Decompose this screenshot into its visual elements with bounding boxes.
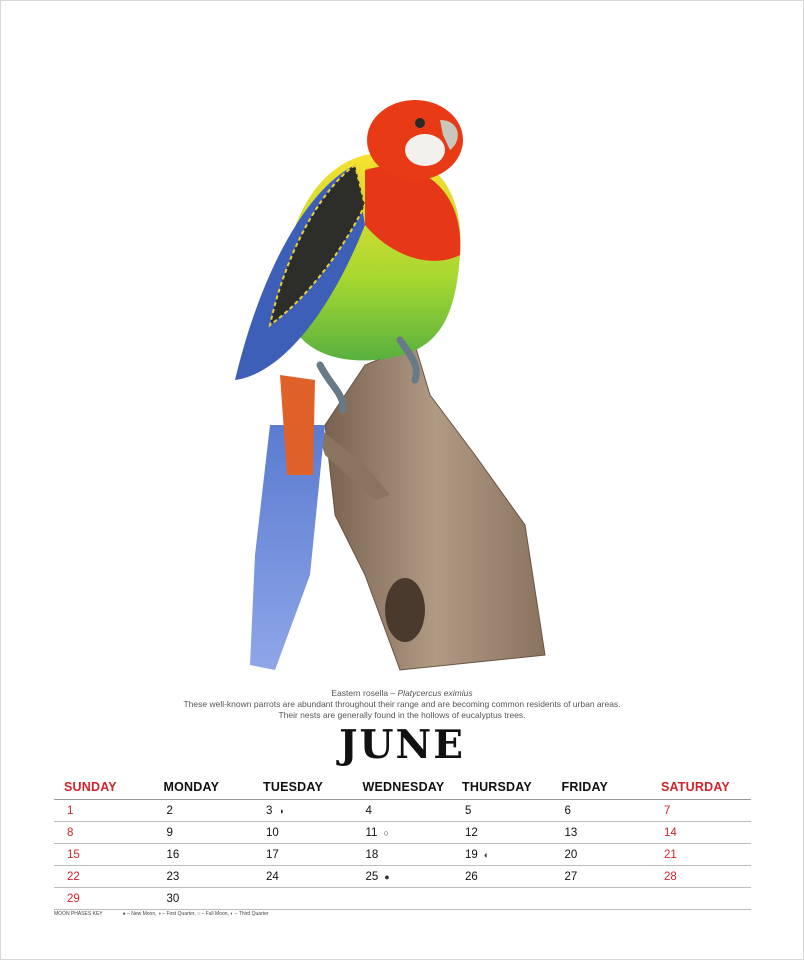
day-cell <box>651 871 751 883</box>
day-cell <box>452 849 552 861</box>
day-number: 18 <box>365 848 379 861</box>
week-row <box>54 866 751 888</box>
day-cell <box>452 805 552 817</box>
day-number: 10 <box>266 826 279 839</box>
moon-phases-key <box>54 911 754 917</box>
day-number: 21 <box>664 848 677 861</box>
moon-key-title: MOON PHASES KEY <box>54 911 103 917</box>
day-cell <box>552 849 652 861</box>
day-number: 12 <box>465 826 478 839</box>
weekday-friday: FRIDAY <box>561 780 609 794</box>
day-cell <box>452 827 552 839</box>
day-number: 26 <box>465 870 478 883</box>
day-number: 24 <box>266 870 279 883</box>
day-cell <box>353 849 453 861</box>
week-row <box>54 844 751 866</box>
day-number: 30 <box>166 892 180 905</box>
moon-phase-icon: ● <box>384 871 390 882</box>
weekday-sunday: SUNDAY <box>64 780 117 794</box>
day-number: 13 <box>564 826 578 839</box>
month-title: JUNE <box>339 722 465 768</box>
day-cell <box>651 805 751 817</box>
moon-phase-icon: ◐ <box>483 849 490 860</box>
day-cell <box>154 805 254 817</box>
day-cell <box>54 849 154 861</box>
weekday-tuesday: TUESDAY <box>263 780 323 794</box>
day-number: 4 <box>365 804 372 817</box>
day-number: 3 <box>266 804 273 817</box>
day-cell <box>651 827 751 839</box>
day-number: 25 <box>365 870 379 883</box>
day-cell <box>154 849 254 861</box>
weekday-header <box>54 775 751 800</box>
day-cell <box>54 827 154 839</box>
day-cell <box>154 893 254 905</box>
moon-phase-icon: ◑ <box>278 805 284 816</box>
day-cell <box>253 827 353 839</box>
day-number: 5 <box>465 804 472 817</box>
day-cell <box>452 871 552 883</box>
day-cell <box>552 827 652 839</box>
moon-phase-icon: ○ <box>383 827 389 838</box>
day-cell <box>253 849 353 861</box>
day-number: 19 <box>465 848 478 861</box>
day-cell <box>54 805 154 817</box>
weekday-saturday: SATURDAY <box>661 780 730 794</box>
day-number: 9 <box>166 826 173 839</box>
day-number: 14 <box>664 826 677 839</box>
day-number: 11 <box>365 826 378 839</box>
day-cell <box>154 827 254 839</box>
week-row <box>54 800 751 822</box>
day-cell <box>154 871 254 883</box>
day-cell <box>651 849 751 861</box>
bird-name: Eastern rosella – <box>331 688 398 698</box>
rosella-illustration <box>215 95 555 675</box>
day-number: 6 <box>564 804 571 817</box>
moon-key-text: ● – New Moon, ◑ – First Quarter, ○ – Full Moon, ◐ – Third Quarter <box>122 911 269 917</box>
day-number: 20 <box>564 848 578 861</box>
day-number: 2 <box>166 804 173 817</box>
weekday-wednesday: WEDNESDAY <box>362 780 445 794</box>
day-number: 27 <box>564 870 578 883</box>
caption-title-line <box>0 688 804 699</box>
day-cell <box>54 893 154 905</box>
day-number: 1 <box>67 804 74 817</box>
day-cell <box>253 871 353 883</box>
day-cell <box>353 827 453 839</box>
day-number: 29 <box>67 892 80 905</box>
caption-nest-line: Their nests are generally found in the hollows of eucalyptus trees. <box>278 710 526 720</box>
day-cell <box>353 805 453 817</box>
day-cell <box>54 871 154 883</box>
day-number: 7 <box>664 804 671 817</box>
day-number: 8 <box>67 826 74 839</box>
caption-description-line: These well-known parrots are abundant throughout their range and are becoming common residents of urban areas. <box>183 699 621 709</box>
day-number: 28 <box>664 870 677 883</box>
day-cell <box>552 805 652 817</box>
calendar-grid <box>54 775 751 910</box>
day-cell <box>253 805 353 817</box>
day-number: 15 <box>67 848 80 861</box>
caption <box>0 688 804 721</box>
day-number: 23 <box>166 870 180 883</box>
day-number: 16 <box>166 848 180 861</box>
day-number: 22 <box>67 870 80 883</box>
day-cell <box>552 871 652 883</box>
weekday-thursday: THURSDAY <box>462 780 532 794</box>
weekday-monday: MONDAY <box>163 780 220 794</box>
week-row <box>54 822 751 844</box>
weeks <box>54 800 751 910</box>
day-cell <box>353 871 453 883</box>
day-number: 17 <box>266 848 279 861</box>
week-row <box>54 888 751 910</box>
species-name: Platycercus eximius <box>397 688 473 698</box>
